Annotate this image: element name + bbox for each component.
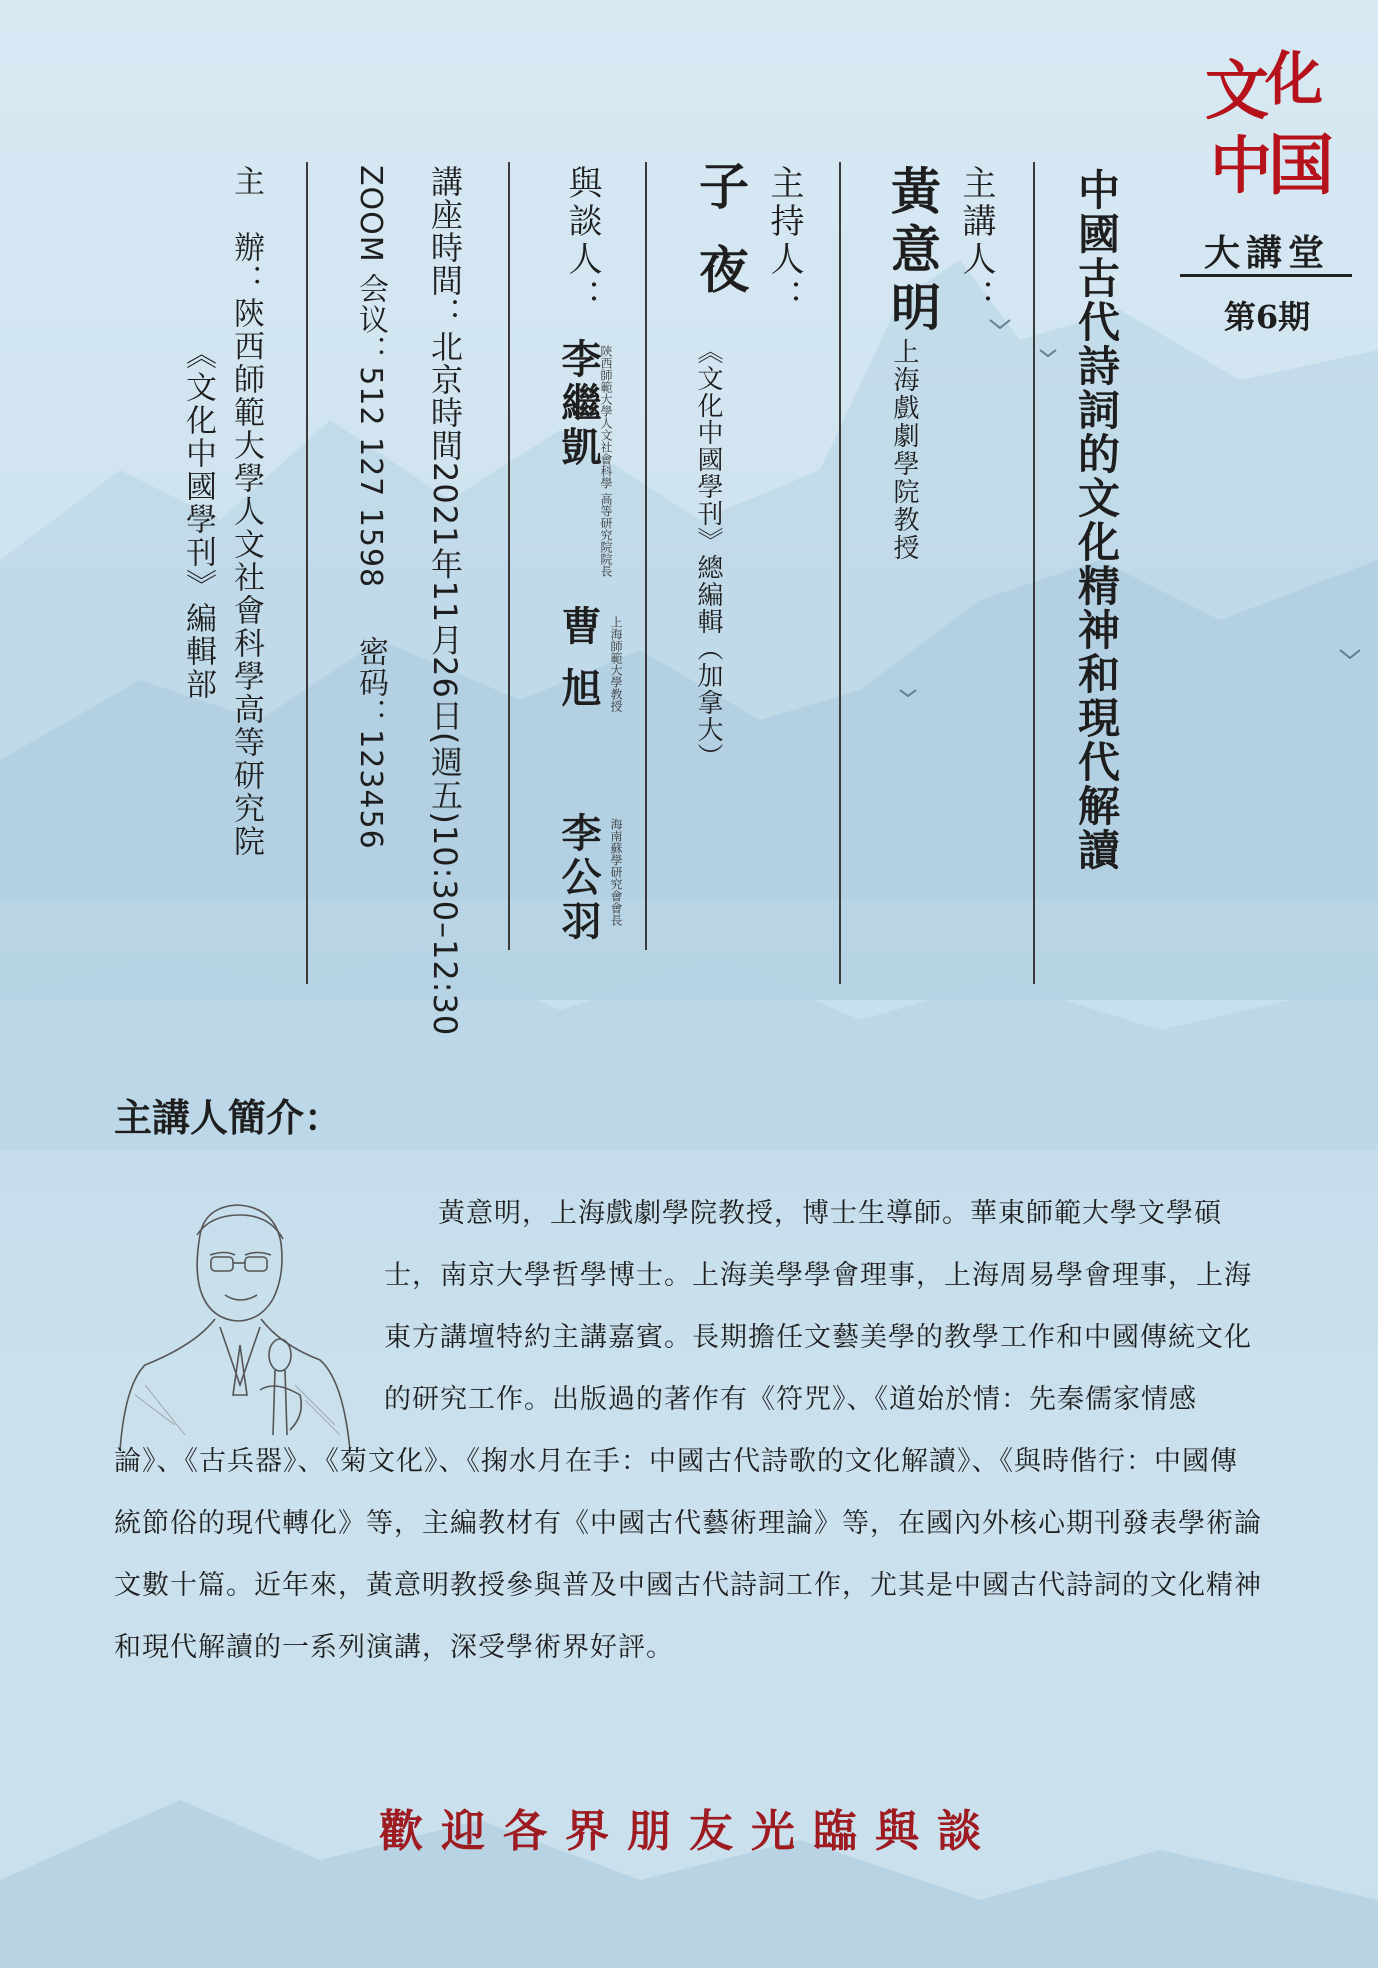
logo-subtitle: 大講堂: [1203, 232, 1330, 274]
speaker-role: 上海戲劇學院教授: [889, 338, 919, 562]
panel-member-note-line: 海南蘇學研究會會長: [609, 818, 623, 926]
column-divider: [508, 162, 510, 950]
speaker-label: 主講人：: [956, 165, 996, 317]
column-divider: [645, 162, 647, 950]
column-divider: [306, 162, 308, 984]
host-role: 《文化中國學刊》總編輯（加拿大）: [693, 338, 723, 770]
panel-member-name: 曹 旭: [555, 605, 602, 711]
organizer-line1: 陝西師範大學人文社會科學高等研究院: [228, 297, 264, 858]
logo-divider: [1180, 274, 1352, 277]
column-divider: [839, 162, 841, 984]
organizer-label: 主 辦：: [228, 165, 264, 297]
panel-member-note: [608, 818, 623, 926]
panel-member-note: [598, 345, 613, 577]
panel-member-name: 李公羽: [555, 812, 602, 944]
bio-paragraph: 黃意明，上海戲劇學院教授，博士生導師。華東師範大學文學碩士，南京大學哲學博士。上海美學學會理事，上海周易學會理事，上海東方講壇特約主講嘉賓。長期擔任文藝美學的教學工作和中國傳統文化的研究工作。出版過的著作有《符咒》、《道始於情：先秦儒家情感論》、《古兵器》、《菊文化》、《掬水月在手：中國古代詩歌的文化解讀》、《與時偕行：中國傳統節俗的現代轉化》等，主編教材有《中國古代藝術理論》等，在國內外核心期刊發表學術論文數十篇。近年來，黃意明教授參與普及中國古代詩詞工作，尤其是中國古代詩詞的文化精神和現代解讀的一系列演講，深受學術界好評。: [114, 1198, 1262, 1663]
bio-heading: 主講人簡介：: [114, 1096, 343, 1140]
portrait-spacer: [114, 1183, 384, 1431]
panel-member-note-line: 高等研究院院長: [599, 492, 613, 577]
panel-member-name: 李繼凱: [555, 338, 602, 470]
lecture-time-value: 北京時間2021年11月26日(週五)10:30–12:30: [426, 330, 464, 1037]
panel-label: 與談人：: [562, 165, 602, 317]
speaker-name: 黃意明: [883, 165, 942, 339]
logo-char-hua: 化: [1265, 45, 1324, 113]
panel-member-note-line: 上海師範大學教授: [609, 616, 623, 712]
host-label: 主持人：: [764, 165, 804, 317]
logo-char-guo: 国: [1268, 126, 1334, 204]
logo-char-wen: 文: [1205, 54, 1269, 129]
lecture-time-label: 講座時間：: [426, 165, 464, 330]
lecture-time: [422, 165, 468, 1036]
zoom-meeting-id: 512 127 1598: [353, 366, 388, 589]
panel-member-note-line: 陝西師範大學人文社會科學: [599, 345, 613, 489]
zoom-meeting-info: [348, 165, 392, 850]
zoom-password-label: 密码：: [353, 636, 388, 730]
zoom-password: 123456: [353, 729, 388, 850]
bio-text: [114, 1183, 1264, 1679]
organizer-line2: 《文化中國學刊》編輯部: [180, 338, 216, 701]
issue-number: 第6期: [1223, 298, 1311, 336]
zoom-label: ZOOM 会议：: [353, 165, 388, 367]
organizer-info: [224, 165, 269, 858]
welcome-message: 歡迎各界朋友光臨與談: [379, 1806, 999, 1857]
column-divider: [1033, 162, 1035, 984]
host-name: 子 夜: [691, 160, 750, 302]
panel-member-note: [608, 616, 623, 712]
logo-char-zhong: 中: [1210, 129, 1273, 202]
lecture-title: 中國古代詩詞的文化精神和現代解讀: [1072, 168, 1121, 872]
